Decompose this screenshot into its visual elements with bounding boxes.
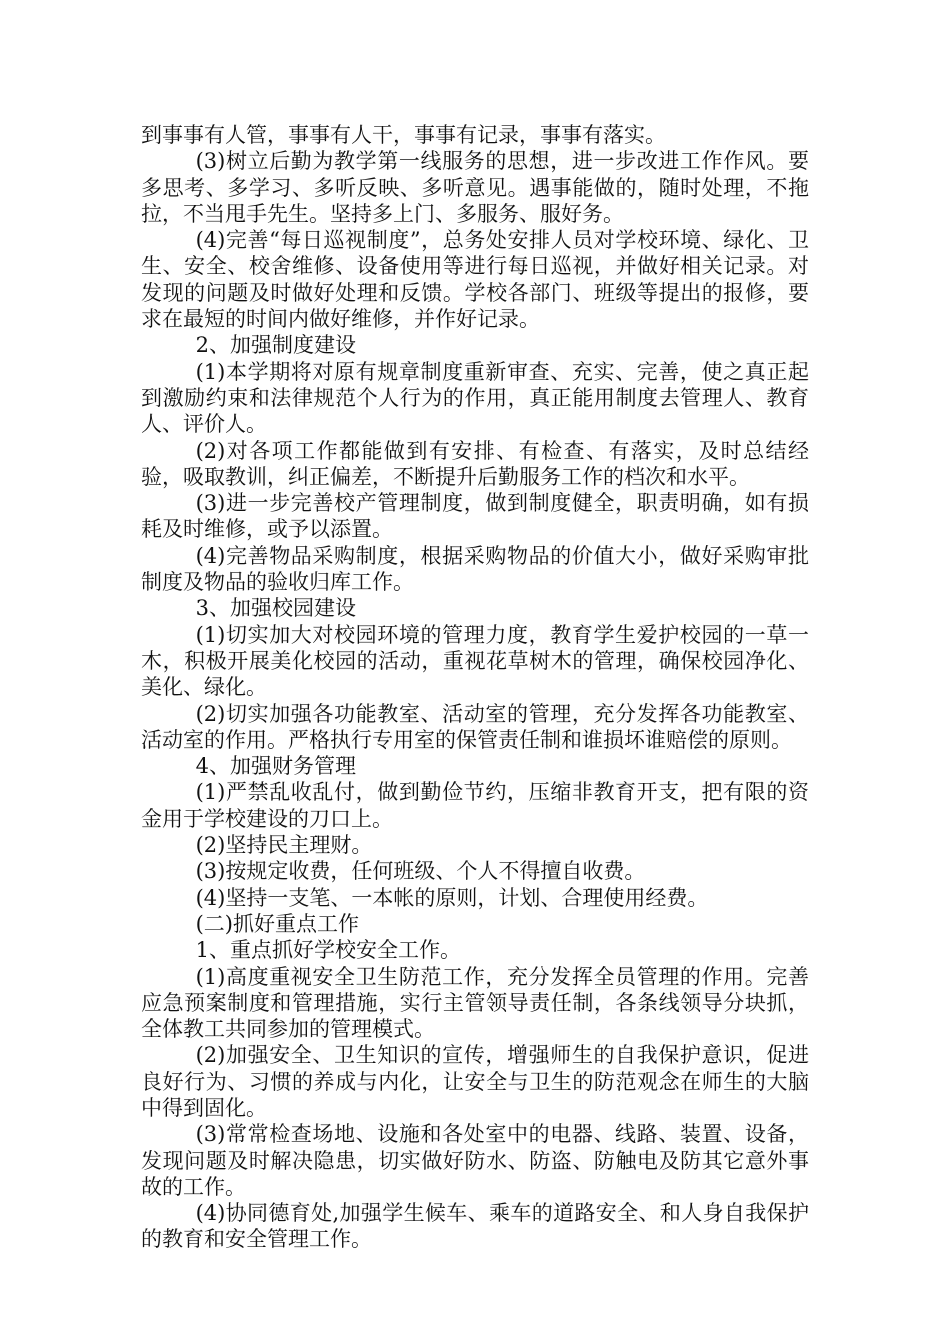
paragraph: (4)完善“每日巡视制度”，总务处安排人员对学校环境、绿化、卫生、安全、校舍维修、设备使用等进行每日巡视，并做好相关记录。对发现的问题及时做好处理和反馈。学校各部门、班级等提出的报修，要求在最短的时间内做好维修，并作好记录。	[141, 228, 809, 332]
section-heading: 3、加强校园建设	[195, 596, 356, 621]
paragraph: (3)进一步完善校产管理制度，做到制度健全，职责明确，如有损耗及时维修，或予以添置。	[141, 491, 809, 542]
paragraph: (3)常常检查场地、设施和各处室中的电器、线路、装置、设备，发现问题及时解决隐患，切实做好防水、防盗、防触电及防其它意外事故的工作。	[141, 1122, 809, 1199]
section-heading: 2、加强制度建设	[195, 333, 356, 358]
section-heading: (二)抓好重点工作	[195, 911, 359, 936]
paragraph: (4)完善物品采购制度，根据采购物品的价值大小，做好采购审批制度及物品的验收归库工作。	[141, 543, 809, 595]
paragraph: (4)坚持一支笔、一本帐的原则，计划、合理使用经费。	[195, 885, 709, 910]
document-body	[141, 122, 809, 1253]
paragraph: (1)切实加大对校园环境的管理力度，教育学生爱护校园的一草一木，积极开展美化校园的活动，重视花草树木的管理，确保校园净化、美化、绿化。	[141, 622, 809, 700]
paragraph: (2)坚持民主理财。	[195, 833, 373, 858]
paragraph: (2)加强安全、卫生知识的宣传，增强师生的自我保护意识，促进良好行为、习惯的养成与内化，让安全与卫生的防范观念在师生的大脑中得到固化。	[141, 1043, 809, 1120]
section-heading: 4、加强财务管理	[195, 754, 356, 779]
paragraph: (1)高度重视安全卫生防范工作，充分发挥全员管理的作用。完善应急预案制度和管理措施，实行主管领导责任制，各条线领导分块抓，全体教工共同参加的管理模式。	[141, 964, 809, 1042]
paragraph: (3)树立后勤为教学第一线服务的思想，进一步改进工作作风。要多思考、多学习、多听反映、多听意见。遇事能做的，随时处理，不拖拉，不当甩手先生。坚持多上门、多服务、服好务。	[141, 149, 809, 226]
section-heading: 1、重点抓好学校安全工作。	[195, 938, 461, 963]
paragraph: (1)严禁乱收乱付，做到勤俭节约，压缩非教育开支，把有限的资金用于学校建设的刀口上。	[141, 780, 809, 831]
paragraph: (2)对各项工作都能做到有安排、有检查、有落实，及时总结经验，吸取教训，纠正偏差，不断提升后勤服务工作的档次和水平。	[141, 438, 809, 489]
paragraph: (2)切实加强各功能教室、活动室的管理，充分发挥各功能教室、活动室的作用。严格执行专用室的保管责任制和谁损坏谁赔偿的原则。	[141, 701, 809, 752]
paragraph: (3)按规定收费，任何班级、个人不得擅自收费。	[195, 859, 646, 884]
paragraph: (1)本学期将对原有规章制度重新审查、充实、完善，使之真正起到激励约束和法律规范个人行为的作用，真正能用制度去管理人、教育人、评价人。	[141, 359, 809, 437]
paragraph: (4)协同德育处,加强学生候车、乘车的道路安全、和人身自我保护的教育和安全管理工作。	[141, 1201, 809, 1252]
paragraph: 到事事有人管，事事有人干，事事有记录，事事有落实。	[141, 123, 666, 147]
